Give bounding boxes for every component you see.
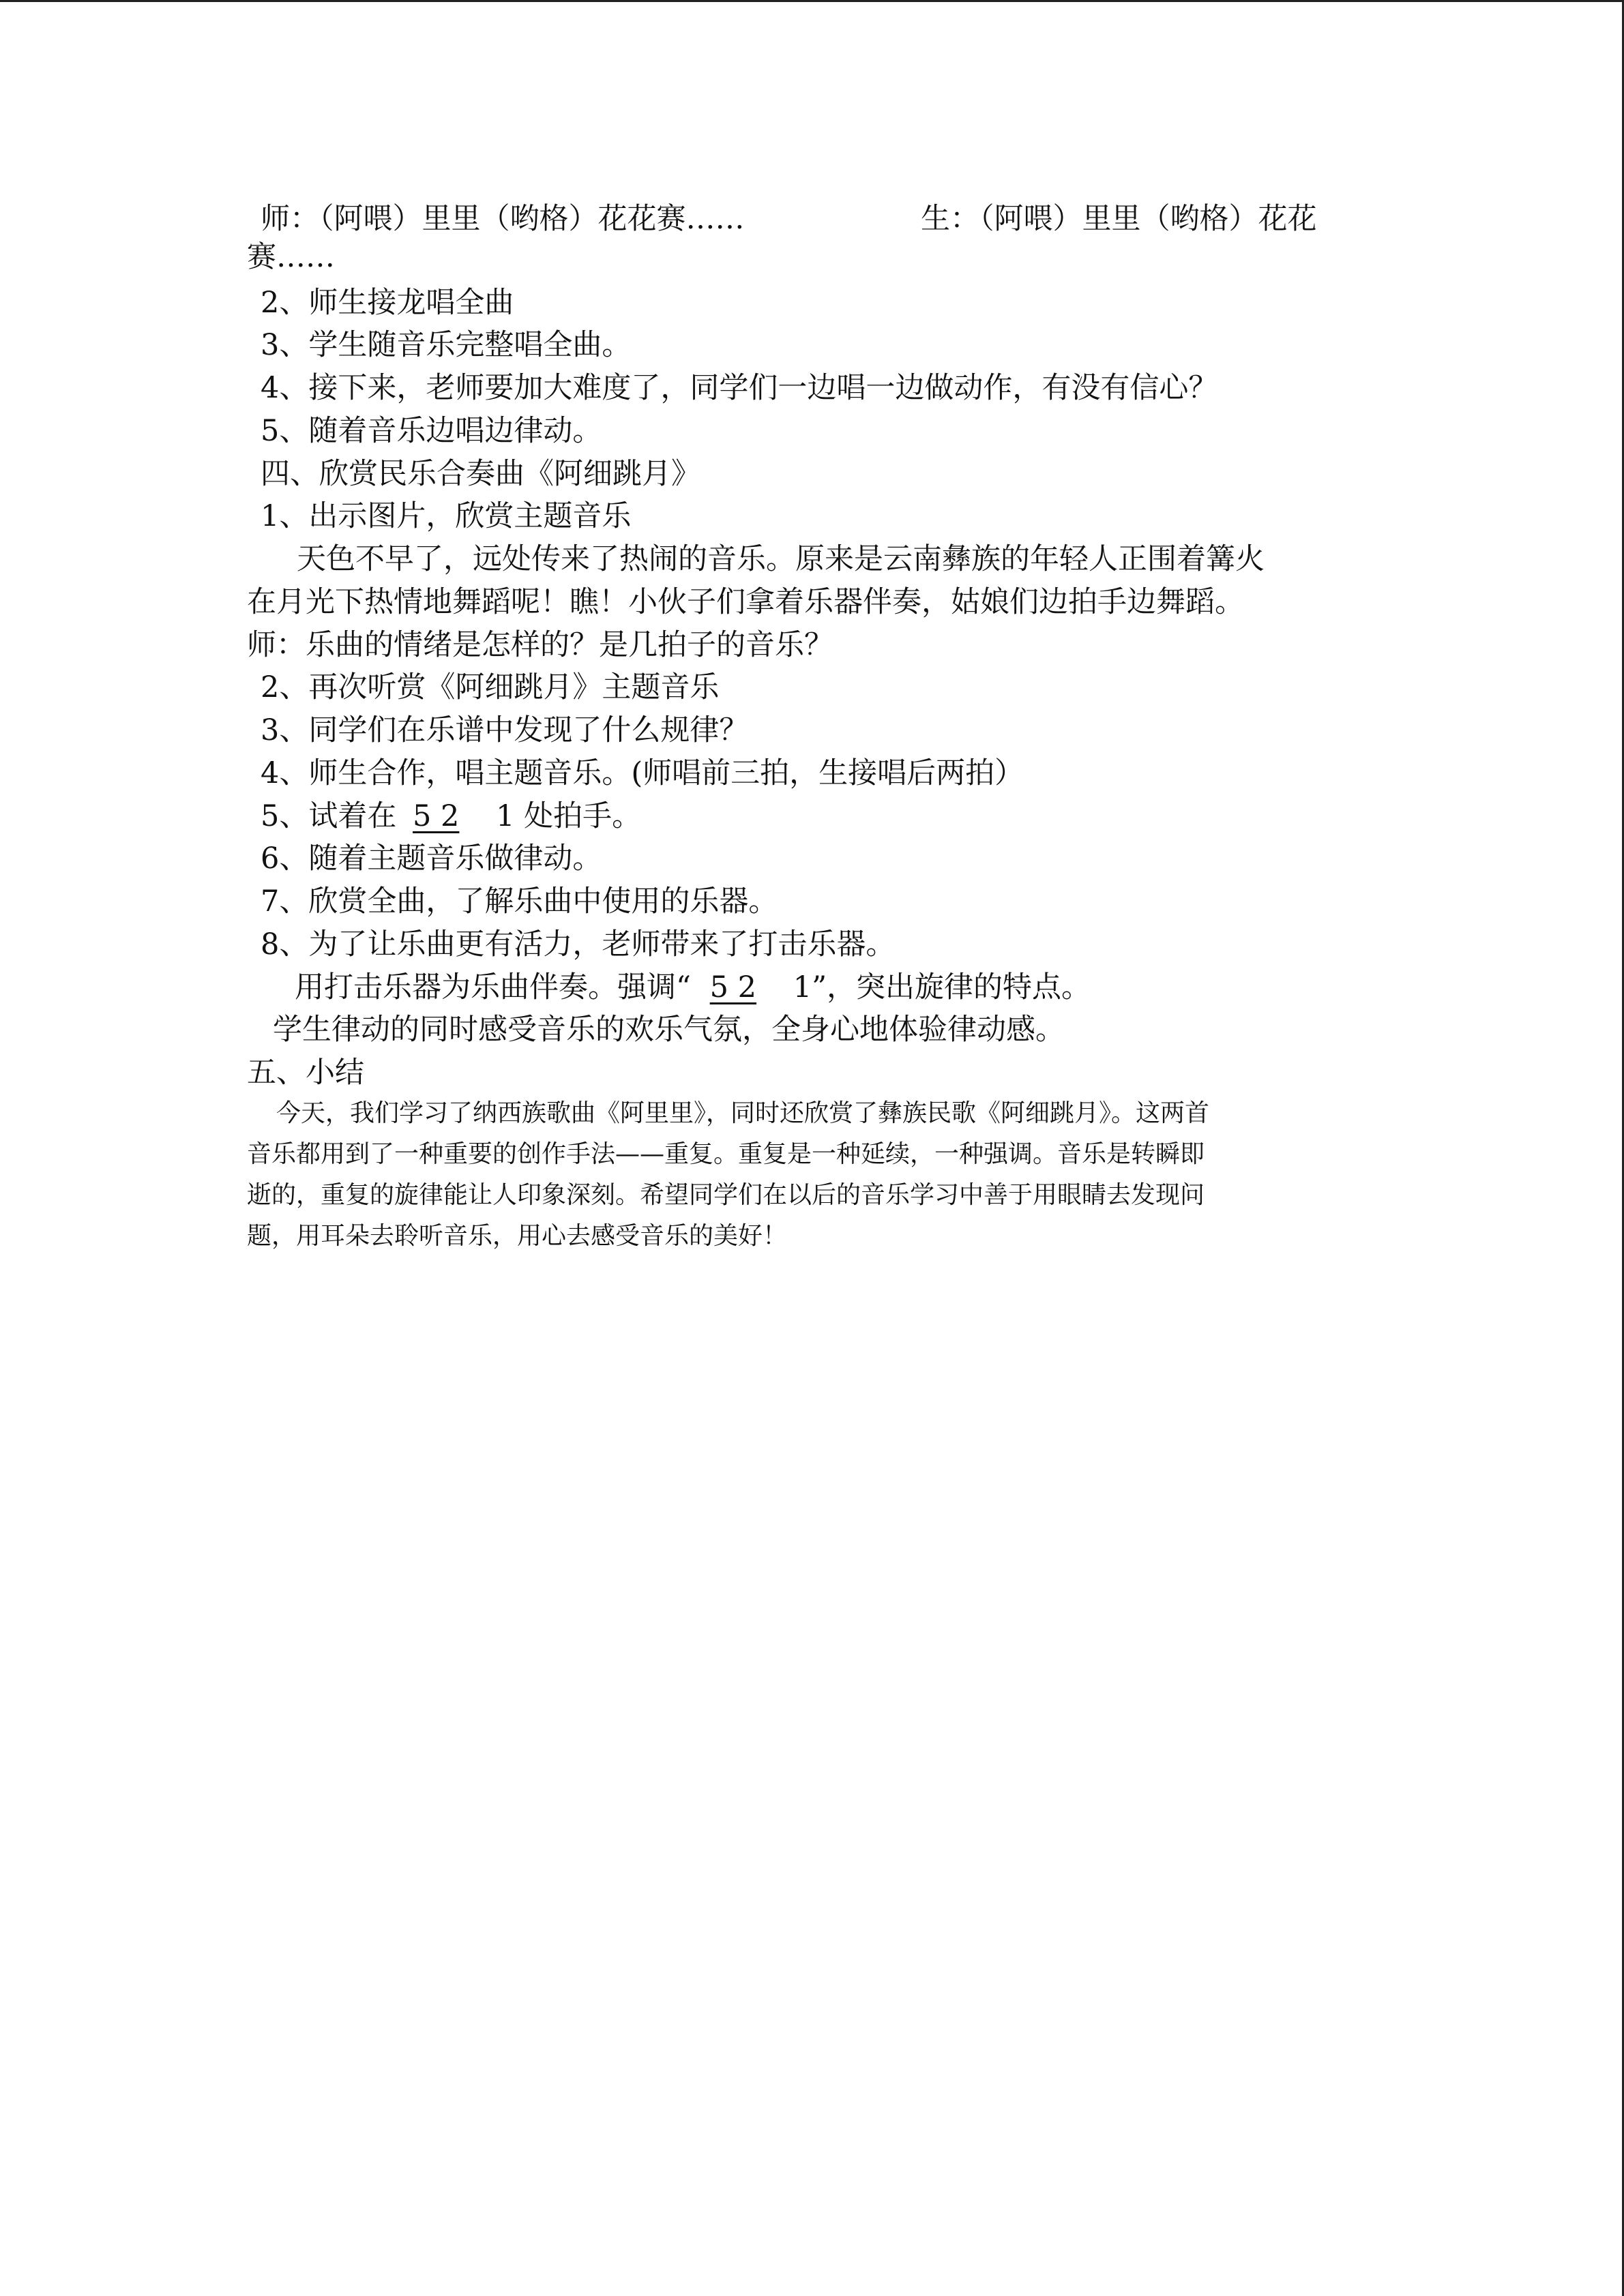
dialogue-teacher-line: 师：（阿喂）里里（哟格）花花赛…… bbox=[261, 202, 745, 236]
step-5-prefix: 5、试着在 bbox=[261, 799, 397, 833]
section-4-step-2: 2、再次听赏《阿细跳月》主题音乐 bbox=[261, 670, 720, 704]
section-4-heading: 四、欣赏民乐合奏曲《阿细跳月》 bbox=[261, 457, 700, 491]
dialogue-continuation: 赛…… bbox=[247, 240, 335, 274]
section-4-step-8: 8、为了让乐曲更有活力，老师带来了打击乐器。 bbox=[261, 927, 896, 961]
section-4-step-1: 1、出示图片，欣赏主题音乐 bbox=[261, 499, 632, 533]
summary-line-1: 今天，我们学习了纳西族歌曲《阿里里》，同时还欣赏了彝族民歌《阿细跳月》。这两首 bbox=[276, 1099, 1210, 1127]
step-5: 5、随着音乐边唱边律动。 bbox=[261, 414, 602, 448]
movement-line: 学生律动的同时感受音乐的欢乐气氛，全身心地体验律动感。 bbox=[273, 1013, 1065, 1047]
summary-line-3: 逝的，重复的旋律能让人印象深刻。希望同学们在以后的音乐学习中善于用眼睛去发现问 bbox=[247, 1181, 1205, 1209]
accompaniment-prefix: 用打击乐器为乐曲伴奏。强调“ bbox=[295, 970, 691, 1004]
narrative-line-1: 天色不早了，远处传来了热闹的音乐。原来是云南彝族的年轻人正围着篝火 bbox=[297, 542, 1265, 576]
page-top-border bbox=[0, 0, 1624, 2]
rhythm-notation-emphasis: 5 2 bbox=[709, 970, 757, 1004]
summary-line-2: 音乐都用到了一种重要的创作手法——重复。重复是一种延续，一种强调。音乐是转瞬即 bbox=[247, 1140, 1205, 1168]
section-5-heading: 五、小结 bbox=[247, 1056, 364, 1090]
section-4-step-6: 6、随着主题音乐做律动。 bbox=[261, 841, 602, 876]
section-4-step-7: 7、欣赏全曲，了解乐曲中使用的乐器。 bbox=[261, 884, 778, 919]
section-4-step-3: 3、同学们在乐谱中发现了什么规律？ bbox=[261, 713, 749, 747]
step-5-suffix: 1 处拍手。 bbox=[496, 799, 642, 833]
accompaniment-suffix: 1”，突出旋律的特点。 bbox=[793, 970, 1091, 1004]
summary-line-4: 题，用耳朵去聆听音乐，用心去感受音乐的美好！ bbox=[247, 1222, 788, 1250]
step-4: 4、接下来，老师要加大难度了，同学们一边唱一边做动作，有没有信心？ bbox=[261, 371, 1218, 405]
accompaniment-line bbox=[295, 968, 1091, 1007]
narrative-line-2: 在月光下热情地舞蹈呢！瞧！小伙子们拿着乐器伴奏，姑娘们边拍手边舞蹈。 bbox=[247, 585, 1244, 619]
dialogue-student-line: 生：（阿喂）里里（哟格）花花 bbox=[921, 202, 1317, 236]
rhythm-notation: 5 2 bbox=[413, 799, 460, 833]
section-4-step-4: 4、师生合作，唱主题音乐。(师唱前三拍，生接唱后两拍） bbox=[261, 756, 1024, 790]
section-4-step-5 bbox=[261, 797, 641, 835]
step-3: 3、学生随音乐完整唱全曲。 bbox=[261, 328, 632, 362]
step-2: 2、师生接龙唱全曲 bbox=[261, 286, 514, 320]
teacher-question: 师：乐曲的情绪是怎样的？是几拍子的音乐？ bbox=[247, 628, 833, 662]
